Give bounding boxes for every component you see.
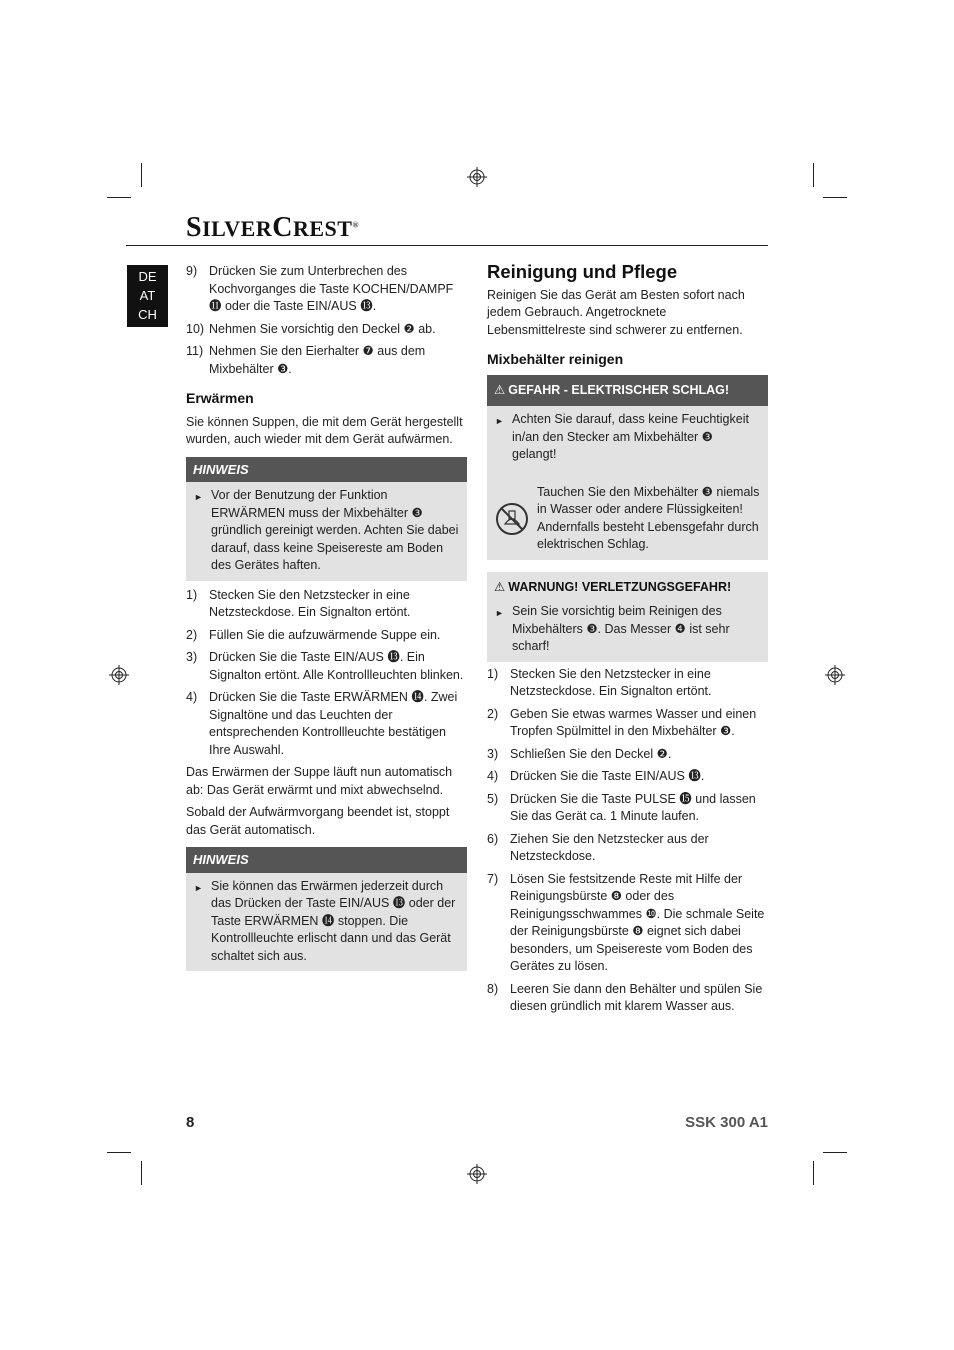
section-heading-erwaermen: Erwärmen bbox=[186, 390, 254, 406]
hinweis-title: HINWEIS bbox=[186, 457, 467, 483]
hinweis-title: HINWEIS bbox=[186, 847, 467, 873]
registration-mark-icon bbox=[825, 665, 845, 685]
list-item: 11) Nehmen Sie den Eierhalter ❼ aus dem Mixbehälter ❸. bbox=[186, 344, 426, 376]
model-number: SSK 300 A1 bbox=[685, 1114, 768, 1131]
crop-mark bbox=[141, 1161, 142, 1185]
list-item: 9) Drücken Sie zum Unterbrechen des Kochvorganges die Taste KOCHEN/DAMPF ⓫ oder die Taste EIN/AUS ⓭. bbox=[186, 264, 454, 313]
gefahr-bullet: Achten Sie darauf, dass keine Feuchtigkeit in/an den Stecker am Mixbehälter ❸ gelangt! bbox=[512, 412, 749, 461]
crop-mark bbox=[107, 1152, 131, 1153]
paragraph: Das Erwärmen der Suppe läuft nun automatisch ab: Das Gerät erwärmt und mixt abwechselnd. bbox=[186, 765, 453, 797]
hinweis-box bbox=[186, 847, 467, 971]
header-rule bbox=[126, 245, 768, 246]
warnung-title: ⚠ WARNUNG! VERLETZUNGSGEFAHR! bbox=[487, 572, 768, 604]
gefahr-title: ⚠ GEFAHR - ELEKTRISCHER SCHLAG! bbox=[487, 375, 768, 407]
list-item: 6) Ziehen Sie den Netzstecker aus der Netzsteckdose. bbox=[487, 831, 709, 863]
triangle-right-icon: ► bbox=[194, 882, 203, 893]
crop-mark bbox=[813, 1161, 814, 1185]
crop-mark bbox=[823, 1152, 847, 1153]
warnung-bullet: Sein Sie vorsichtig beim Reinigen des Mixbehälters ❸. Das Messer ❹ ist sehr scharf! bbox=[512, 604, 730, 653]
list-item: 5) Drücken Sie die Taste PULSE ⓯ und lassen Sie das Gerät ca. 1 Minute laufen. bbox=[487, 791, 756, 823]
registration-mark-icon bbox=[109, 665, 129, 685]
list-item: 4) Drücken Sie die Taste ERWÄRMEN ⓮. Zwei Signaltöne und das Leuchten der entsprechenden Kontrollleuchte bestätigen Ihre Auswahl. bbox=[186, 690, 458, 757]
list-item: 4) Drücken Sie die Taste EIN/AUS ⓭. bbox=[487, 769, 705, 783]
list-item: 10) Nehmen Sie vorsichtig den Deckel ❷ ab. bbox=[186, 321, 436, 336]
paragraph: Sobald der Aufwärmvorgang beendet ist, stoppt das Gerät automatisch. bbox=[186, 805, 450, 837]
triangle-right-icon: ► bbox=[495, 416, 504, 426]
triangle-right-icon: ► bbox=[495, 608, 504, 618]
lang-at: AT bbox=[139, 288, 156, 303]
paragraph: Sie können Suppen, die mit dem Gerät hergestellt wurden, auch wieder mit dem Gerät aufwärmen. bbox=[186, 414, 463, 446]
paragraph: Reinigen Sie das Gerät am Besten sofort nach jedem Gebrauch. Angetrocknete Lebensmittelreste sind schwerer zu entfernen. bbox=[487, 287, 745, 337]
lang-de: DE bbox=[138, 269, 157, 284]
right-column bbox=[487, 263, 768, 1021]
page-number: 8 bbox=[186, 1114, 195, 1131]
list-item: 7) Lösen Sie festsitzende Reste mit Hilfe der Reinigungsbürste ❽ oder des Reinigungsschwammes ❿. Die schmale Seite der Reinigungsbürste ❽ eignet sich dabei besonders, um Speisereste vom Boden des Gerätes zu lösen. bbox=[487, 871, 765, 973]
list-item: 8) Leeren Sie dann den Behälter und spülen Sie diesen gründlich mit klarem Wasser aus. bbox=[487, 981, 763, 1013]
left-column bbox=[186, 263, 467, 975]
gefahr-text: Tauchen Sie den Mixbehälter ❸ niemals in Wasser oder andere Flüssigkeiten! Andernfalls besteht Lebensgefahr durch elektrischen Schlag. bbox=[537, 484, 760, 551]
crop-mark bbox=[823, 197, 847, 198]
list-item: 1) Stecken Sie den Netzstecker in eine Netzsteckdose. Ein Signalton ertönt. bbox=[186, 587, 411, 619]
list-item: 2) Geben Sie etwas warmes Wasser und einen Tropfen Spülmittel in den Mixbehälter ❸. bbox=[487, 706, 757, 738]
triangle-right-icon: ► bbox=[194, 492, 203, 502]
registration-mark-icon bbox=[467, 1164, 487, 1184]
warning-triangle-icon: ⚠ bbox=[494, 579, 506, 594]
gefahr-box bbox=[487, 375, 768, 560]
crop-mark bbox=[141, 163, 142, 187]
registration-mark-icon bbox=[467, 167, 487, 187]
subsection-heading-mixbehaelter: Mixbehälter reinigen bbox=[487, 351, 624, 367]
list-item: 3) Drücken Sie die Taste EIN/AUS ⓭. Ein Signalton ertönt. Alle Kontrollleuchten blinken. bbox=[186, 650, 464, 682]
crop-mark bbox=[813, 163, 814, 187]
list-item: 1) Stecken Sie den Netzstecker in eine Netzsteckdose. Ein Signalton ertönt. bbox=[487, 666, 712, 698]
hinweis-text: Vor der Benutzung der Funktion ERWÄRMEN muss der Mixbehälter ❸ gründlich gereinigt werden. Achten Sie dabei darauf, dass keine Speisereste am Boden des Gerätes haften. bbox=[211, 488, 459, 572]
list-item: 3) Schließen Sie den Deckel ❷. bbox=[487, 746, 672, 761]
warning-triangle-icon: ⚠ bbox=[494, 382, 506, 397]
lang-ch: CH bbox=[138, 307, 157, 322]
section-heading-reinigung: Reinigung und Pflege bbox=[487, 261, 678, 282]
silvercrest-logo: SILVERCREST® bbox=[186, 212, 359, 243]
no-water-immersion-icon bbox=[495, 502, 529, 536]
warnung-box bbox=[487, 572, 768, 662]
language-tab bbox=[127, 265, 168, 327]
hinweis-text: Sie können das Erwärmen jederzeit durch das Drücken der Taste EIN/AUS ⓭ oder der Taste ERWÄRMEN ⓮ stoppen. Die Kontrollleuchte erlischt dann und das Gerät schaltet sich aus. bbox=[211, 878, 456, 963]
list-item: 2) Füllen Sie die aufzuwärmende Suppe ein. bbox=[186, 627, 441, 642]
crop-mark bbox=[107, 197, 131, 198]
hinweis-box bbox=[186, 457, 467, 581]
